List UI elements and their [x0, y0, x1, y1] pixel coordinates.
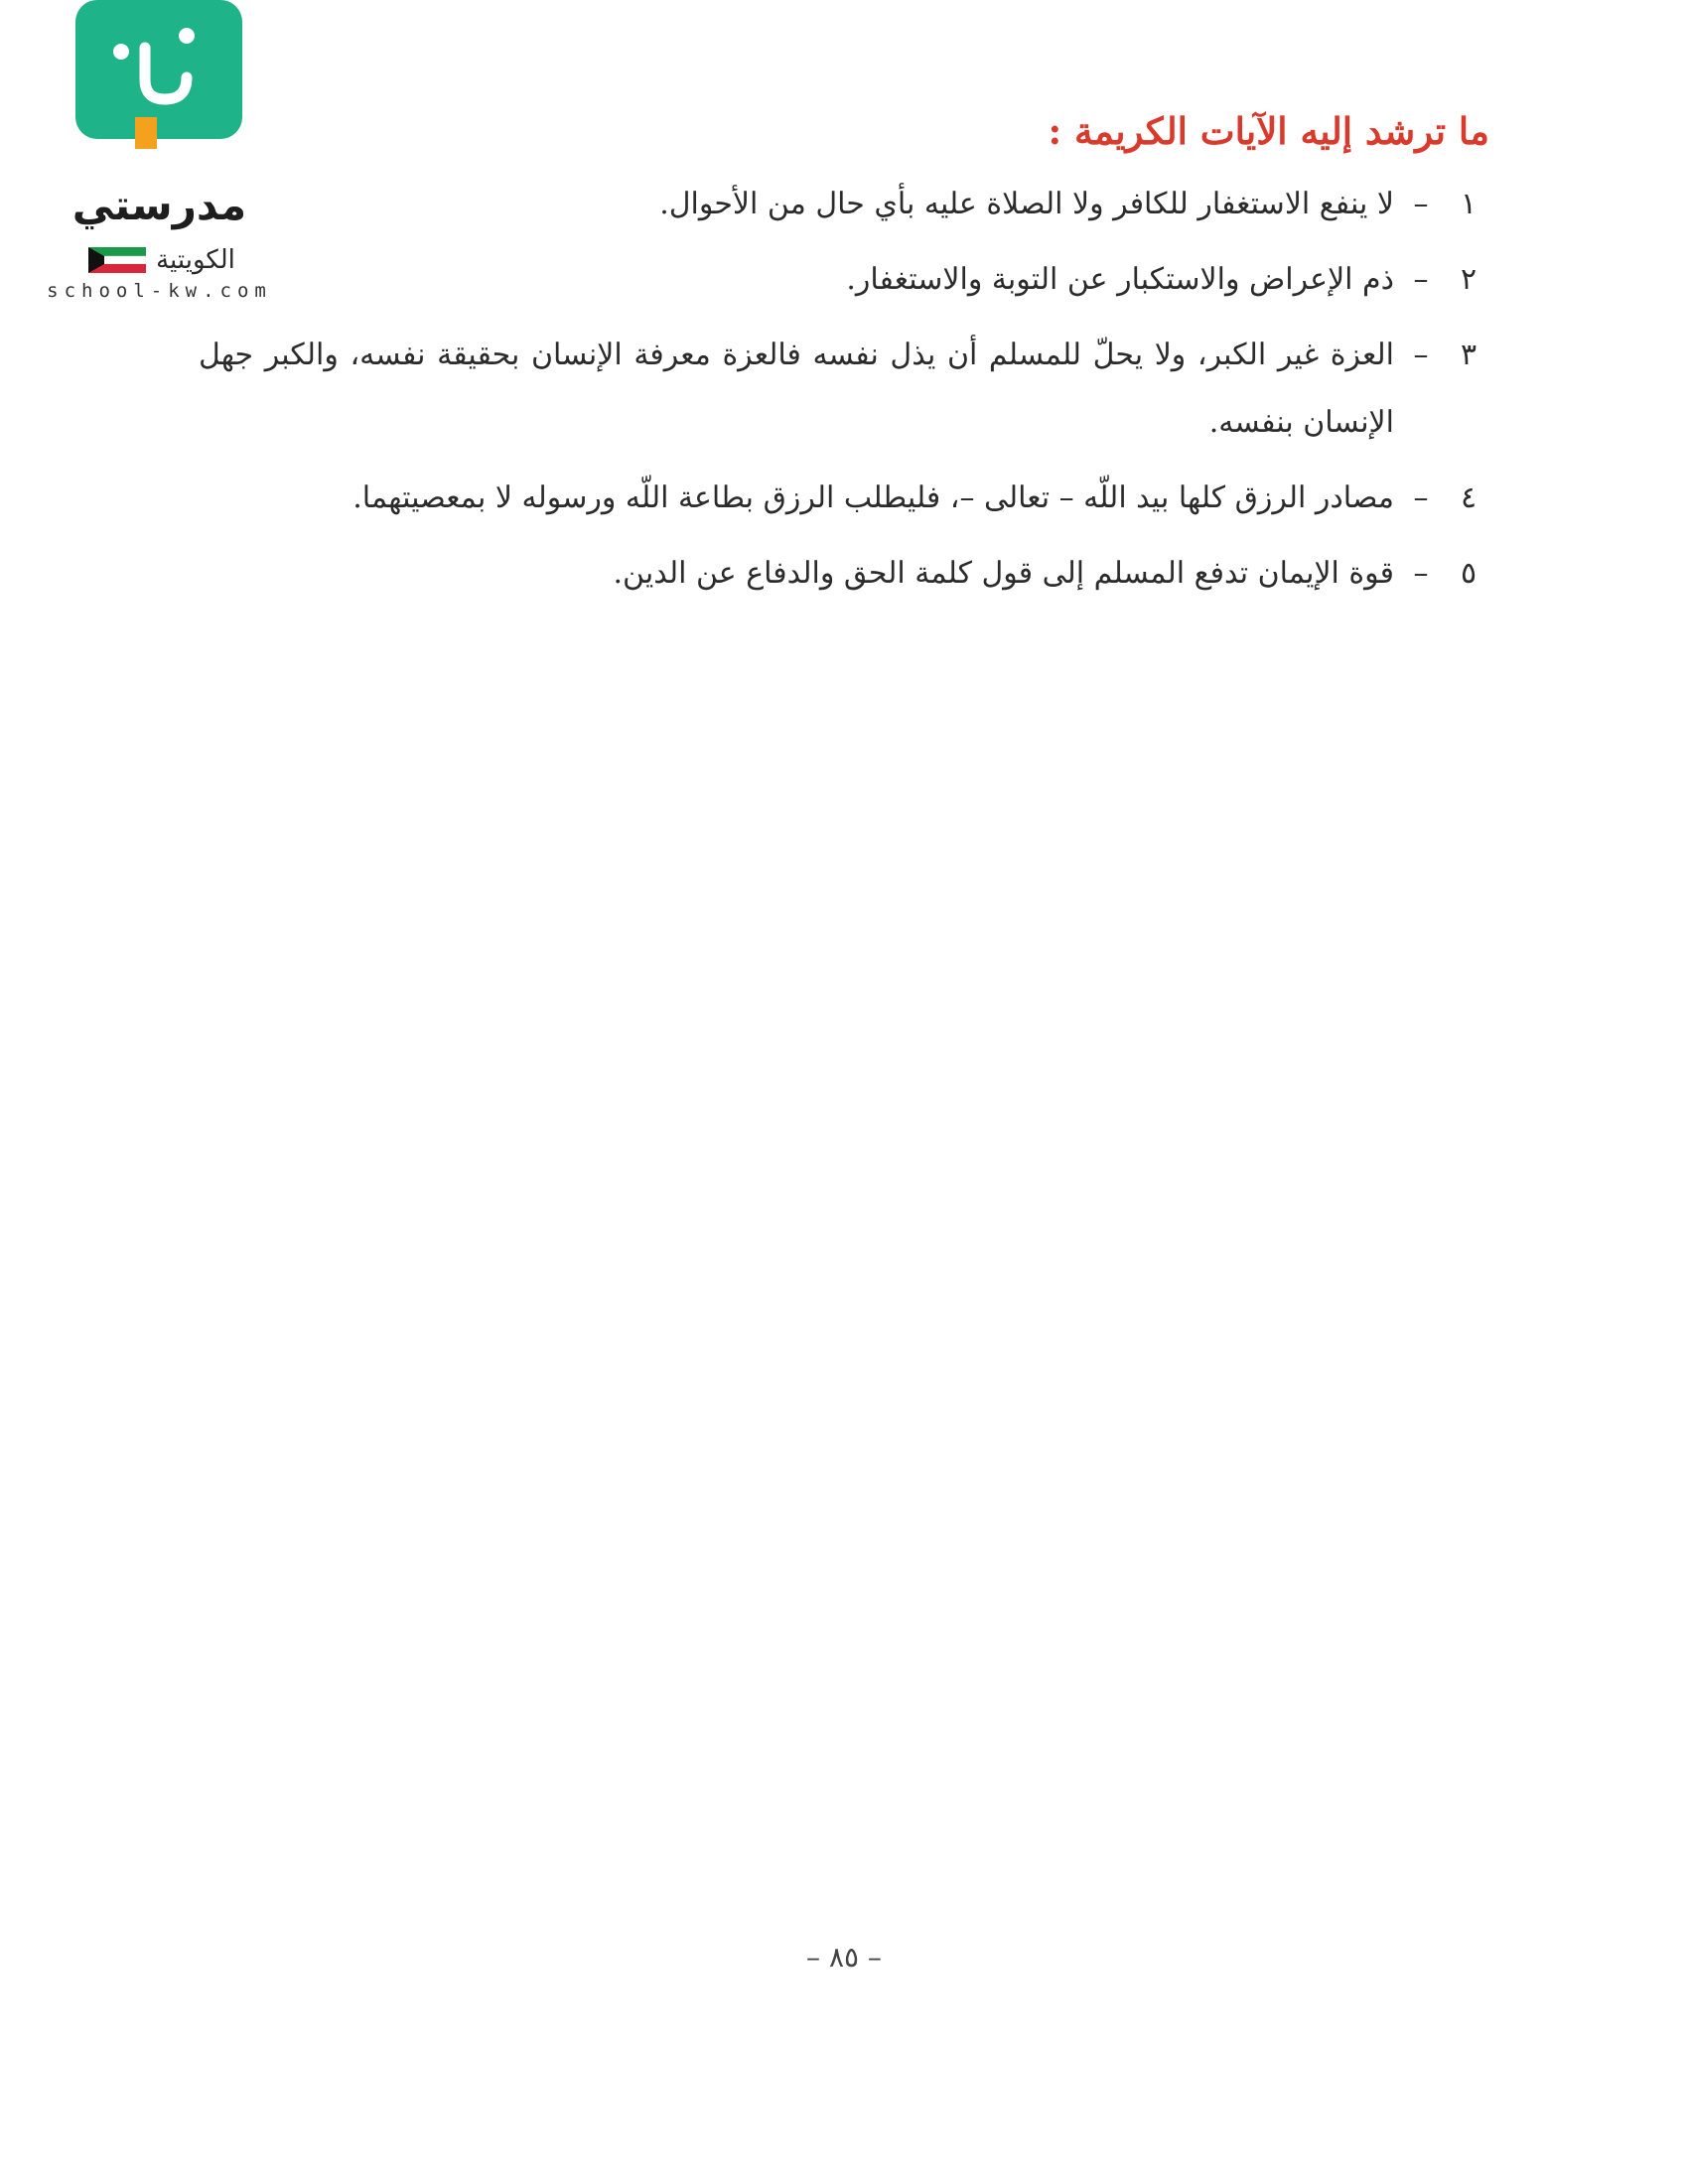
item-text: العزة غير الكبر، ولا يحلّ للمسلم أن يذل نفسه فالعزة معرفة الإنسان بحقيقة نفسه، والكبر جهل الإنسان بنفسه. [199, 338, 1394, 441]
item-number: ٣ [1460, 338, 1477, 373]
list-item [199, 322, 1489, 457]
list-item [199, 171, 1489, 238]
list-item [199, 465, 1489, 532]
item-number: ٥ [1460, 556, 1477, 592]
item-dash: – [1413, 338, 1429, 373]
item-number: ١ [1460, 187, 1477, 222]
logo-subtitle: الكويتية [156, 245, 235, 275]
points-list [199, 171, 1489, 608]
item-number: ٢ [1460, 262, 1477, 298]
logo-name: مدرستي [71, 181, 247, 229]
kuwait-flag-icon [88, 247, 146, 273]
item-dash: – [1413, 187, 1429, 222]
item-text: مصادر الرزق كلها بيد اللّه – تعالى –، فليطلب الرزق بطاعة اللّه ورسوله لا بمعصيتهما. [352, 480, 1394, 516]
item-dash: – [1413, 480, 1429, 516]
item-text: قوة الإيمان تدفع المسلم إلى قول كلمة الحق والدفاع عن الدين. [613, 556, 1394, 592]
page-number: – ٨٥ – [806, 1941, 882, 1974]
item-number: ٤ [1460, 480, 1477, 516]
section-heading: ما ترشد إليه الآيات الكريمة : [1048, 109, 1489, 153]
list-item [199, 246, 1489, 314]
item-dash: – [1413, 262, 1429, 298]
item-text: لا ينفع الاستغفار للكافر ولا الصلاة عليه بأي حال من الأحوال. [659, 187, 1394, 222]
list-item [199, 540, 1489, 608]
item-text: ذم الإعراض والاستكبار عن التوبة والاستغفار. [846, 262, 1394, 298]
item-dash: – [1413, 556, 1429, 592]
logo-url: school-kw.com [47, 280, 272, 302]
lesson-content [199, 109, 1489, 615]
